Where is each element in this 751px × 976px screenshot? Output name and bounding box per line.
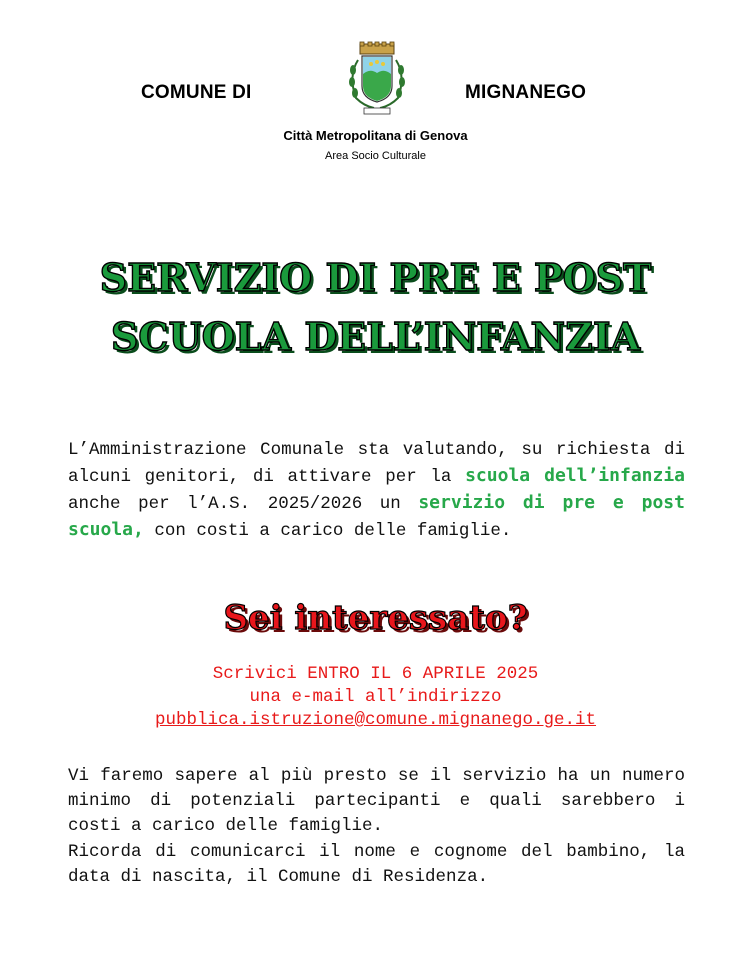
municipal-crest-icon: [340, 40, 414, 120]
email-instruction: una e-mail all’indirizzo: [249, 687, 502, 707]
area-label: Area Socio Culturale: [325, 150, 426, 162]
info-paragraph-2: Ricorda di comunicarci il nome e cognome del bambino, la data di nascita, il Comune di Residenza.: [68, 842, 685, 887]
page-title-line2: SCUOLA DELL’INFANZIA: [110, 314, 641, 359]
email-link[interactable]: pubblica.istruzione@comune.mignanego.ge.it: [154, 710, 597, 730]
page-title-line1: SERVIZIO DI PRE E POST: [99, 255, 652, 300]
metropolitan-city-label: Città Metropolitana di Genova: [283, 128, 468, 143]
info-paragraph-1: Vi faremo sapere al più presto se il servizio ha un numero minimo di potenziali partecipanti e quali sarebbero i costi a carico delle famiglie.: [68, 766, 685, 836]
interest-heading: Sei interessato?: [223, 598, 528, 638]
intro-text-a: L’Amministrazione Comunale sta valutando, su richiesta di alcuni genitori, di attivare per la: [68, 440, 685, 487]
highlight-service: servizio di pre e post scuola,: [68, 492, 685, 540]
intro-paragraph: [68, 438, 685, 544]
comune-label: COMUNE DI: [141, 82, 252, 103]
highlight-school: scuola dell’infanzia: [465, 465, 686, 486]
intro-text-c: con costi a carico delle famiglie.: [143, 521, 512, 541]
intro-text-b: anche per l’A.S. 2025/2026 un: [68, 494, 419, 514]
deadline-line: Scrivici ENTRO IL 6 APRILE 2025: [212, 664, 539, 684]
comune-name: MIGNANEGO: [465, 82, 587, 103]
